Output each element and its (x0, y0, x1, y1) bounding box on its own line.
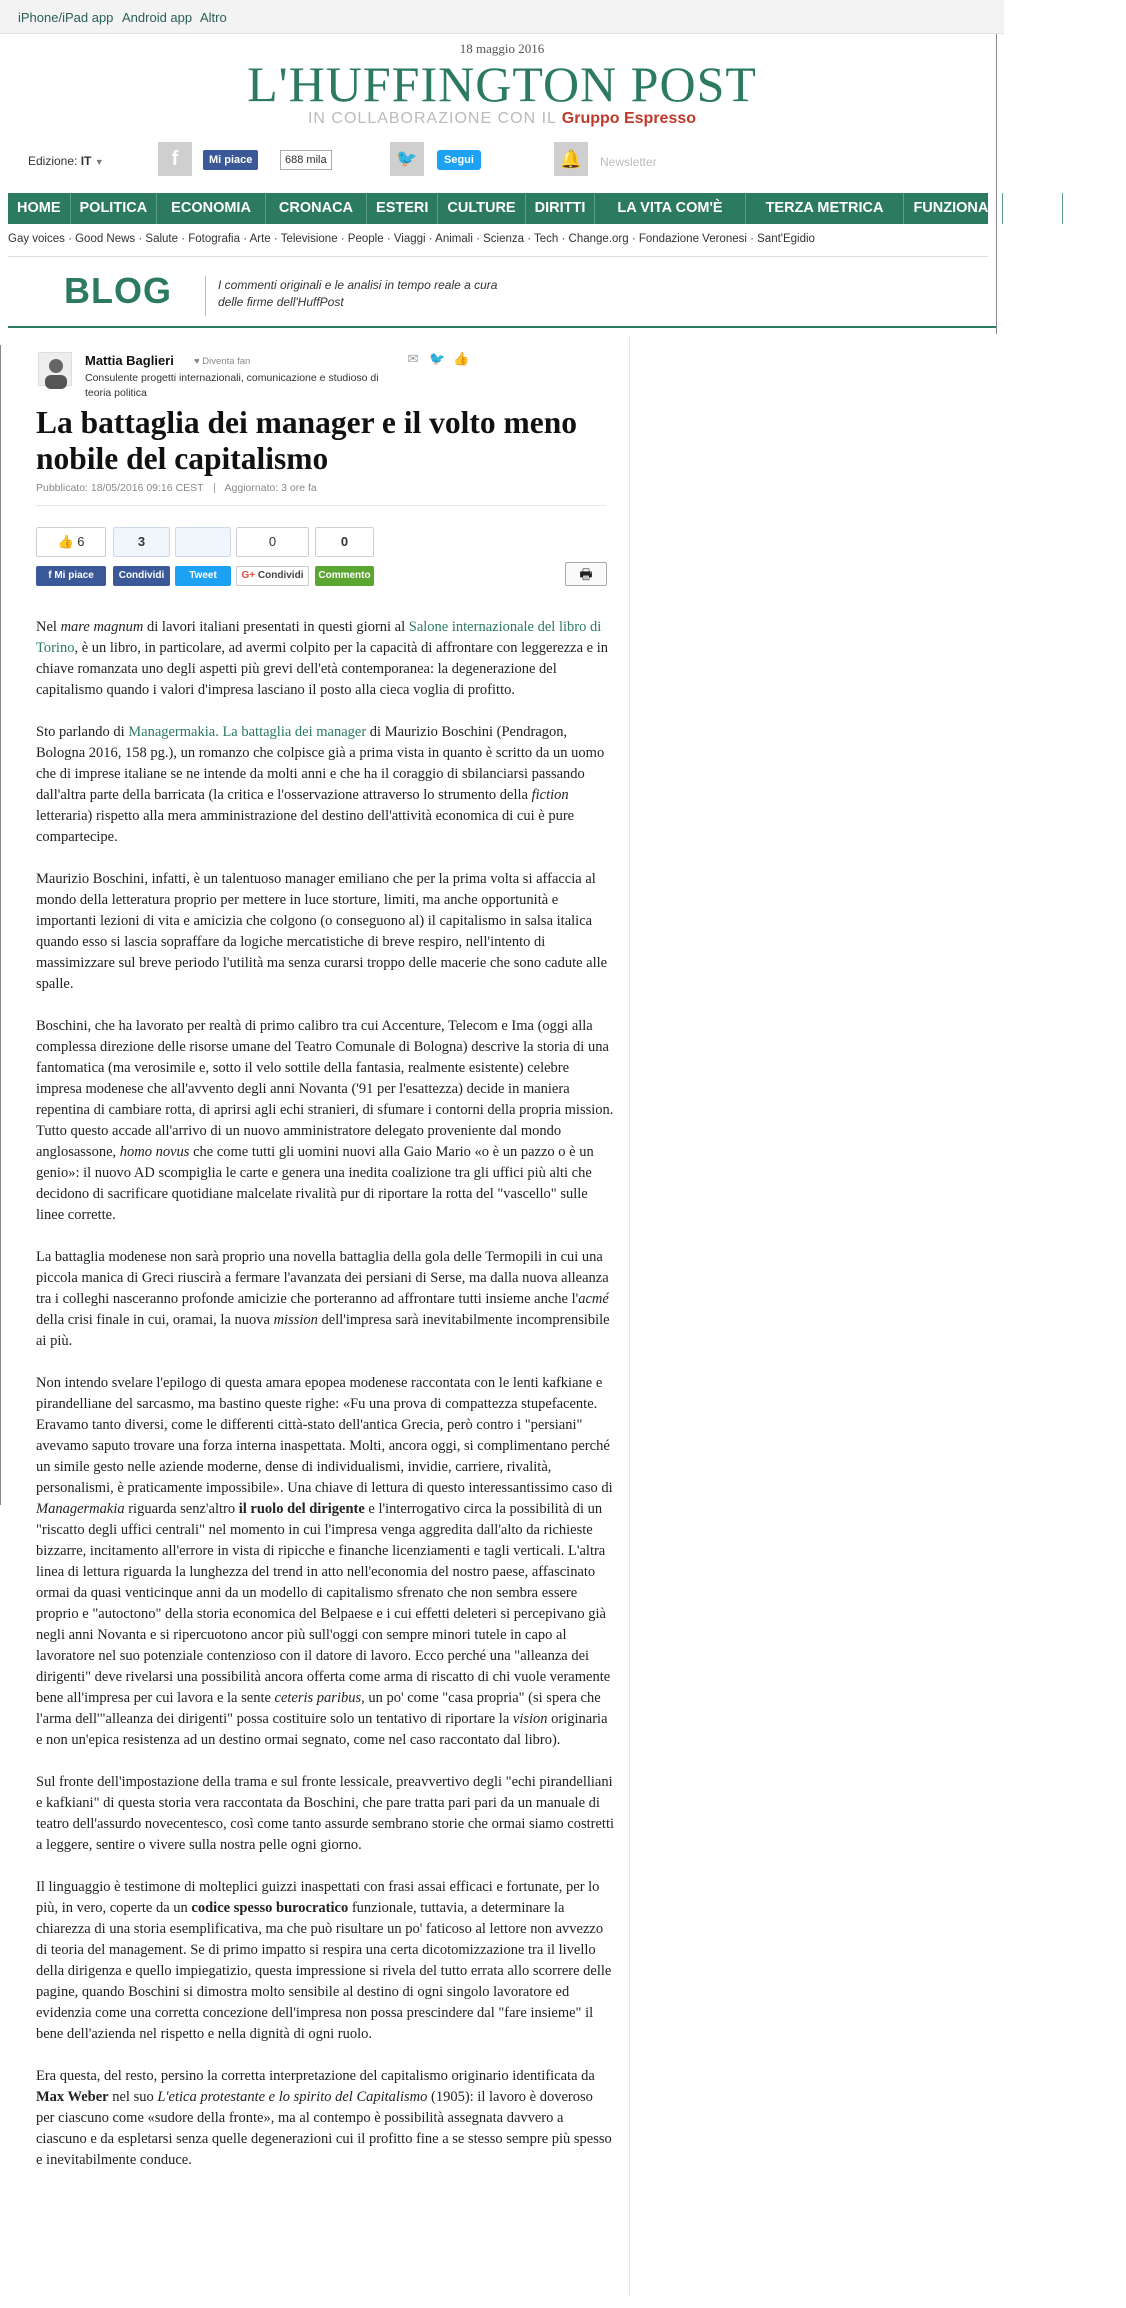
nav-item-stile[interactable]: STILE (1003, 193, 1063, 224)
app-bar (0, 0, 1004, 34)
paragraph: Maurizio Boschini, infatti, è un talentuoso manager emiliano che per la prima volta si affaccia al mondo della letteratura proprio per mettere in luce storture, limiti, ma anche opportunità e importanti lezioni di vita e amicizia che colgono (o conseguono al) il capitalismo in salsa italica quando esso si lascia sopraffare da logiche mercatistiche di breve respiro, nell'intento di massimizzare sul breve periodo l'utilità ma senza curarsi troppo delle macerie che sono cadute alle spalle. (36, 871, 608, 992)
twitter-follow-label: Segui (444, 154, 474, 166)
comment-button[interactable] (315, 566, 374, 586)
like-count: 6 (77, 534, 85, 549)
nav-item-politica[interactable]: POLITICA (71, 193, 158, 224)
blog-heading[interactable]: BLOG (64, 270, 172, 311)
twitter-icon[interactable]: 🐦 (390, 142, 424, 176)
altro-link[interactable]: Altro (200, 10, 227, 25)
print-icon[interactable]: 🖶 (565, 562, 607, 586)
iphone-app-link[interactable]: iPhone/iPad app (18, 10, 114, 25)
facebook-share-label: Condividi (118, 570, 165, 581)
thumbs-up-icon[interactable]: 👍 (453, 351, 470, 366)
gplus-icon: G+ (241, 570, 256, 581)
divider (8, 326, 996, 328)
author-share-icons (405, 352, 469, 366)
nav-item-funziona[interactable]: FUNZIONA! (904, 193, 1003, 224)
nav-item-la-vita-come[interactable]: LA VITA COM'È (595, 193, 745, 224)
nav-item-home[interactable]: HOME (8, 193, 71, 224)
book-link[interactable]: Managermakia. La battaglia dei manager (128, 724, 367, 740)
paragraph: Era questa, del resto, persino la corretta interpretazione del capitalismo originario identificata da Max Weber nel suo L'etica protestante e lo spirito del Capitalismo (1905): il lavoro è doveroso per ciascuno come «sudore della fronte», ma al contempo è possibilità assegnata davvero a ciascuno e da espletarsi senza quelle degenerazioni cui il profitto fine a se stesso sempre più spesso e inevitabilmente conduce. (36, 2068, 612, 2168)
published-date: Pubblicato: 18/05/2016 09:16 CEST (36, 482, 204, 494)
twitter-follow-button[interactable] (437, 150, 481, 170)
android-app-link[interactable]: Android app (122, 10, 193, 25)
chevron-down-icon: ▼ (94, 157, 104, 167)
paragraph: Nel mare magnum di lavori italiani presentati in questi giorni al Salone internazionale del libro di Torino, è un libro, in particolare, ad avermi colpito per la capacità di affrontare con leggerezza e in chiave romanzata uno degli aspetti più grevi dell'età contemporanea: la degenerazione del capitalismo quando i valori d'impresa lasciano il posto alla cieca voglia di profitto. (36, 619, 609, 698)
paragraph: Sul fronte dell'impostazione della trama e sul fronte lessicale, preavvertivo degli "echi pirandelliani e kafkiani" di questa storia vera raccontata da Boschini, che pare tratta pari pari da un manuale di teatro dell'assurdo novecentesco, così come tanto assurde sembrano storie che ormai siamo costretti a leggere, sentire o vivere sulla nostra pelle ogni giorno. (36, 1774, 614, 1853)
newsletter-link[interactable]: Newsletter (600, 155, 657, 169)
edition-label: Edizione: (28, 154, 78, 168)
collab-line (0, 110, 1004, 128)
paragraph: Non intendo svelare l'epilogo di questa amara epopea modenese raccontata con le lenti kafkiane e pirandelliane del sarcasmo, ma bastino queste righe: «Fu una prova di compattezza stupefacente. Eravamo tanto diversi, come le differenti città-stato dell'antica Grecia, però contro i "persiani" avevamo saputo trovare una forza interna inaspettata. Molti, ancora oggi, si complimentano perché un simile gesto nelle aziende moderne, dense di individualismi, invidie, carriere, rivalità, personalismi, è praticamente impossibile». Una chiave di lettura di questo interessantissimo caso di Managermakia riguarda senz'altro il ruolo del dirigente e l'interrogativo circa la possibilità di un "riscatto degli uffici centrali" nel momento in cui l'impresa venga aggredita dall'alto da richieste bizzarre, incitamento all'errore in vista di ripicche e finanche licenziamenti e tagli verticali. L'altra linea di lettura riguarda la lunghezza del trend in atto nell'economia del nostro paese, affascinato ormai da quasi venticinque anni da un modello di capitalismo sfrenato che non sembra essere proprio e "autoctono" della storia economica del Belpaese e i cui effetti deleteri si percepivano già negli anni Novanta e si ripercuotono ancor più sull'oggi con sempre minori tutele in capo al lavoratore nel suo potenziale contenzioso con il datore di lavoro. Ecco perché una "alleanza dei dirigenti" deve rivelarsi una possibilità ancora offerta come arma di riscatto di chi vuole veramente bene all'impresa per cui lavora e la sente ceteris paribus, un po' come "casa propria" (si spera che l'arma dell'"alleanza dei dirigenti" possa costituire solo un tentativo di riportare la vision originaria e non un'epica resistenza ad un destino ormai segnato, come nel caso raccontato dal libro). (36, 1375, 613, 1748)
facebook-like-button[interactable] (203, 150, 258, 170)
blog-description: I commenti originali e le analisi in tempo reale a cura delle firme dell'HuffPost (218, 278, 498, 309)
gplus-share-label: Condividi (257, 570, 304, 581)
edition-selector[interactable] (28, 154, 104, 168)
author-role: Consulente progetti internazionali, comunicazione e studioso di teoria politica (85, 372, 379, 399)
paragraph: La battaglia modenese non sarà proprio una novella battaglia della gola delle Termopili in cui una piccola manica di Greci riuscirà a fermare l'avanzata dei persiani di Serse, ma dalla nuova alleanza tra i colleghi nasceranno profonde amicizie che porteranno ad affrontare tutti insieme anche l'acmé della crisi finale in cui, oramai, la nuova mission dell'impresa sarà inevitabilmente incomprensibile ai più. (36, 1249, 610, 1349)
gruppo-espresso-logo[interactable]: Gruppo Espresso (561, 110, 697, 127)
comment-label: Commento (318, 570, 371, 581)
paragraph: Il linguaggio è testimone di molteplici guizzi inaspettati con frasi assai efficaci e fortunate, per lo più, in vero, coperte da un codice spesso burocratico funzionale, tuttavia, a determinare la chiarezza di una storia esemplificativa, ma che può risultare un po' faticoso al lettore non avvezzo di teoria del management. Se di primo impatto si respira una certa dicotomizzazione tra il livello della dirigenza e quello impiegatizio, questa impressione si rivela del tutto errata allo scorrere delle pagine, quando Boschini si dimostra molto sensibile al destino di ogni singolo lavoratore ed evidenzia come una corretta concezione dell'impresa non possa prescindere dal "fare insieme" il bene dell'azienda nel rispetto e nella dignità di ogni ruolo. (36, 1879, 612, 2042)
become-fan-label: Diventa fan (202, 356, 251, 367)
nav-item-esteri[interactable]: ESTERI (367, 193, 438, 224)
facebook-like-label: Mi piace (54, 570, 94, 581)
edition-value: IT (80, 154, 92, 168)
huffpost-logo[interactable]: L'HUFFINGTON POST (247, 56, 757, 112)
facebook-icon: f (48, 570, 52, 581)
article-meta (36, 482, 317, 494)
nav-item-culture[interactable]: CULTURE (438, 193, 525, 224)
facebook-like-button[interactable] (36, 566, 106, 586)
paragraph: Sto parlando di Managermakia. La battaglia dei manager di Maurizio Boschini (Pendragon, Bologna 2016, 158 pg.), un romanzo che colpisce già a prima vista in quanto è scritto da un uomo che di imprese italiane se ne intende da molti anni e che ha il coraggio di sbilanciarsi passando dall'altra parte della barricata (la critica e l'osservazione attraverso lo strumento della fiction letteraria) rispetto alla mera amministrazione del destino dell'attività economica di cui è pure compartecipe. (36, 724, 605, 845)
email-icon[interactable]: ✉ (407, 351, 419, 366)
comment-counter: 0 (315, 527, 374, 557)
twitter-icon[interactable]: 🐦 (429, 351, 446, 366)
facebook-share-counter: 3 (113, 527, 170, 557)
tweet-label: Tweet (189, 570, 217, 581)
tweet-counter (175, 527, 231, 557)
divider (214, 483, 215, 493)
author-portrait (39, 353, 73, 387)
article-title: La battaglia dei manager e il volto meno nobile del capitalismo (36, 405, 578, 476)
nav-item-video[interactable]: VIDEO (1072, 200, 1118, 216)
nav-item-economia[interactable]: ECONOMIA (157, 193, 266, 224)
gplus-share-button[interactable] (236, 566, 309, 586)
bell-icon[interactable]: 🔔 (554, 142, 588, 176)
avatar[interactable] (38, 352, 72, 386)
heart-icon: ♥ (194, 356, 200, 367)
divider (8, 256, 988, 257)
article-body (36, 617, 614, 2192)
author-name[interactable]: Mattia Baglieri (85, 353, 174, 368)
masthead-date: 18 maggio 2016 (459, 41, 545, 56)
gplus-counter: 0 (236, 527, 309, 557)
salone-link[interactable]: Salone internazionale del libro di Torino (36, 619, 602, 656)
like-counter (36, 527, 106, 557)
column-divider (629, 337, 630, 2297)
updated-date: Aggiornato: 3 ore fa (224, 482, 317, 494)
nav-item-terza-metrica[interactable]: TERZA METRICA (746, 193, 905, 224)
facebook-like-count: 688 mila (280, 150, 332, 170)
divider (36, 505, 606, 506)
collab-prefix: IN COLLABORAZIONE CON IL (307, 110, 557, 127)
page-edge (0, 345, 4, 1505)
main-nav (8, 193, 1118, 224)
facebook-share-button[interactable] (113, 566, 170, 586)
sub-nav[interactable]: Gay voices · Good News · Salute · Fotografia · Arte · Televisione · People · Viaggi · Animali · Scienza · Tech · Change.org · Fondazione Veronesi · Sant'Egidio (8, 233, 815, 245)
nav-item-diritti[interactable]: DIRITTI (526, 193, 596, 224)
facebook-like-label: Mi piace (209, 154, 253, 166)
paragraph: Boschini, che ha lavorato per realtà di primo calibro tra cui Accenture, Telecom e Ima (oggi alla complessa direzione delle risorse umane del Teatro Comunale di Bologna) descrive la storia di una fantomatica (ma verosimile e, sotto il velo sottile della fantasia, realmente esistente) celebre impresa modenese che all'avvento degli anni Novanta ('91 per l'esattezza) decide in maniera repentina di cambiare rotta, di aprirsi agli echi stranieri, di sfumare i contorni della propria mission. Tutto questo accade all'arrivo di un nuovo amministratore delegato proveniente dal mondo anglosassone, homo novus che come tutti gli uomini nuovi alla Gaio Mario «o è un pazzo o è un genio»: il nuovo AD scompiglia le carte e genera una inedita coalizione tra gli uffici più alti che decidono di sacrificare quotidiane malcelate rivalità pur di riportare la rotta del "vascello" sulle linee corrette. (36, 1018, 614, 1223)
nav-item-cronaca[interactable]: CRONACA (266, 193, 367, 224)
thumbs-up-icon: 👍 (57, 534, 74, 549)
tweet-button[interactable] (175, 566, 231, 586)
facebook-icon[interactable]: f (158, 142, 192, 176)
divider (205, 276, 206, 316)
become-fan-link[interactable] (194, 356, 250, 367)
